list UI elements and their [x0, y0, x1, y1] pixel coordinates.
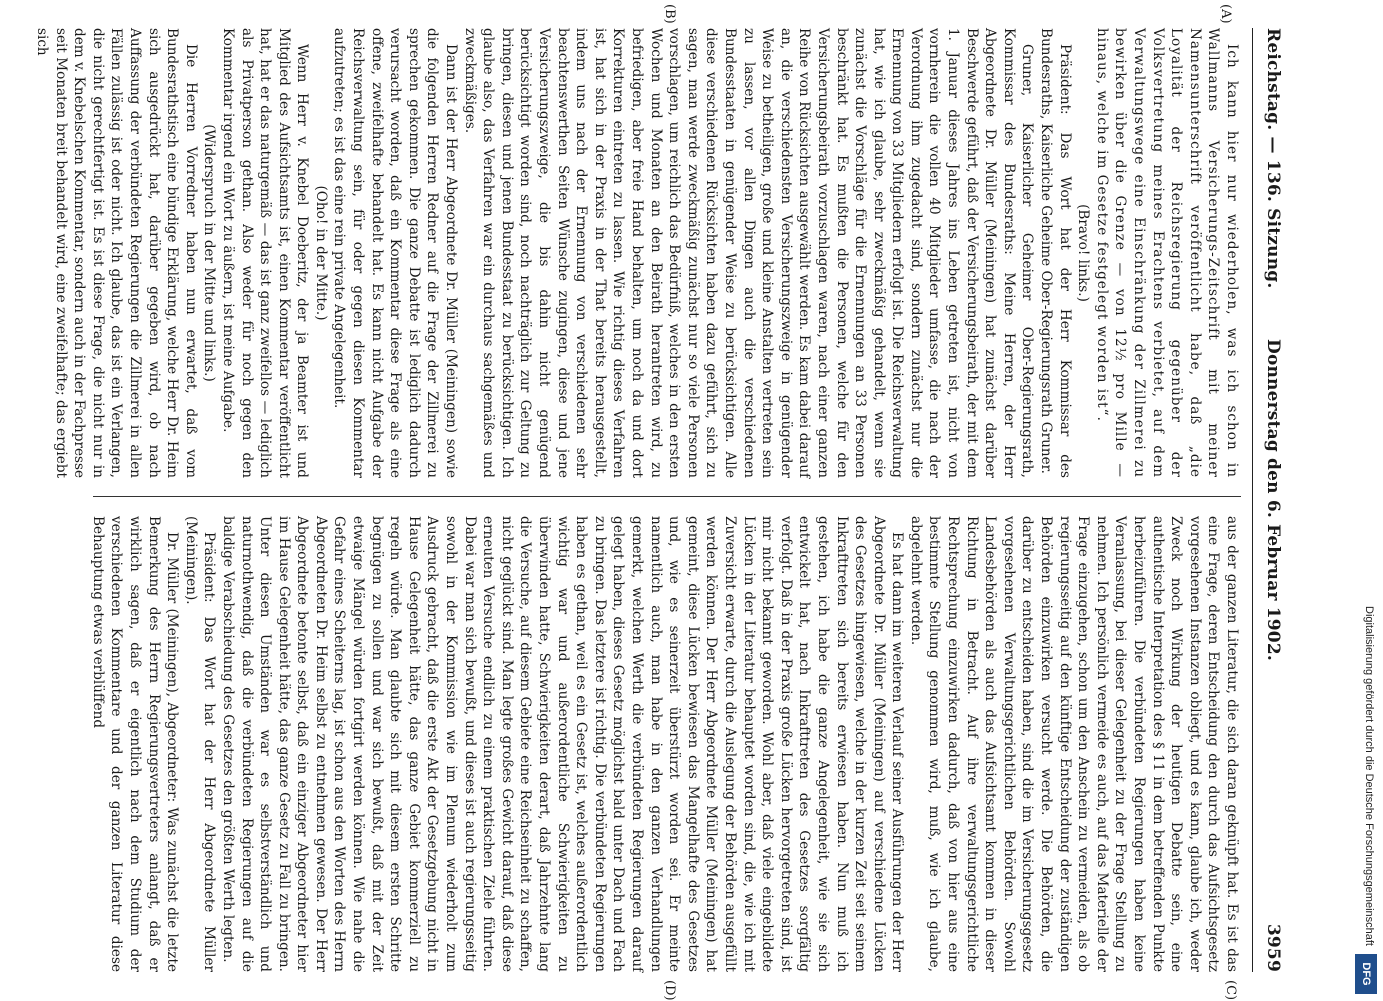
header-date: Donnerstag den 6. Februar 1902.	[1263, 339, 1283, 661]
paragraph: Wenn Herr v. Knebel Doeberitz, der ja Beamter ist und Mitglied des Aufsichtsamts ist, einen Kommentar veröffentlicht hat, hat er das naturgemäß — das ist ganz zweifellos — lediglich als Privatperson gethan. Also weder für noch gegen den Kommentar irgend ein Wort zu äußern, ist meine Aufgabe.	[219, 28, 311, 478]
left-column	[34, 28, 1241, 478]
paragraph: Ich kann hier nur wiederholen, was ich schon in Wallmanns Versicherungs-Zeitschrift mit meiner Namensunterschrift veröffentlicht habe, daß „die Loyalität der Reichsregierung gegenüber der Volksvertretung meines Erachtens verbietet, auf dem Verwaltungswege eine Einschränkung der Zillmerei zu bewirken über die Grenze — von 12½ pro Mille — hinaus, welche im Gesetze festgelegt worden ist“.	[1093, 28, 1240, 478]
paragraph: Gruner, Kaiserlicher Geheimer Ober-Regierungsrath, Kommissar des Bundesraths: Meine Herren, der Herr Abgeordnete Dr. Müller (Meiningen) hat zunächst darüber Beschwerde geführt, daß der Versicherungsbeirath, der mit dem 1. Januar dieses Jahres ins Leben getreten ist, nicht von vornherein die vollen 40 Mitglieder umfasse, die nach der Verordnung ihm zugedacht sind, sondern zunächst nur die Ernennung von 33 Mitgliedern erfolgt ist. Die Reichsverwaltung hat, wie ich glaube, sehr zweckmäßig gehandelt, wenn sie zunächst die Vorschläge für die Ernennungen an 33 Personen beschränkt hat. Es mußten die Personen, welche für den Versicherungsbeirath vorzuschlagen waren, nach einer ganzen Reihe von Rücksichten ausgewählt werden. Es kam dabei darauf an, die verschiedensten Versicherungszweige in genügender Weise zu betheiligen, große und kleine Anstalten vertreten sein zu lassen, vor allen Dingen auch die verschiedenen Bundesstaaten in genügender Weise zu berücksichtigen. Alle diese verschiedenen Rücksichten haben dazu geführt, sich zu sagen, man werde zweckmäßig zunächst nur so viele Personen vorschlagen, um reichlich das Bedürfniß, welches in den ersten Wochen und Monaten an den Beirath herantreten wird, zu befriedigen, aber freie Hand behalten, um noch da und dort Korrekturen eintreten zu lassen. Wie richtig dieses Verfahren ist, hat sich in der Praxis in der That bereits herausgestellt, indem uns nach der Ernennung von verschiedenen sehr beachtenswerthen Seiten Wünsche zugingen, diese und jene Versicherungszweige, die bis dahin nicht genügend berücksichtigt worden sind, noch nachträglich zur Geltung zu bringen, diesen und jenen Bundesstaat zu berücksichtigen. Ich glaube also, das Verfahren war ein durchaus sachgemäßes und zweckmäßiges.	[461, 28, 1036, 478]
paragraph: Es hat dann im weiteren Verlauf seiner Ausführungen der Herr Abgeordnete Dr. Müller (Meiningen) auf verschiedene Lücken des Gesetzes hingewiesen, welche in der kurzen Zeit seit seinem Inkrafttreten sich bereits erwiesen haben. Nun muß ich gestehen, ich habe die ganze Angelegenheit, wie sie sich entwickelt hat, nach Inkrafttreten des Gesetzes sorgfältig verfolgt. Daß in der Praxis große Lücken hervorgetreten sind, ist mir nicht bekannt geworden. Wohl aber, daß viele eingebildete Lücken in der Literatur behauptet worden sind, die, wie ich mit Zuversicht erwarte, durch die Auslegung der Behörden ausgefüllt werden können. Der Herr Abgeordnete Müller (Meiningen) hat gemeint, diese Lücken bewiesen das Mangelhafte des Gesetzes und, wie es seinerzeit überstürzt worden sei. Er meinte namentlich auch, man habe in den ganzen Verhandlungen gemerkt, welchen Werth die verbündeten Regierungen darauf gelegt haben, dieses Gesetz möglichst bald unter Dach und Fach zu bringen. Das letztere ist richtig. Die verbündeten Regierungen haben es gethan, weil es ein Gesetz ist, welches außerordentlich wichtig war und außerordentliche Schwierigkeiten zu überwinden hatte, Schwierigkeiten derart, daß Jahrzehnte lang die Versuche, auf diesem Gebiete eine Reichseinheit zu schaffen, nicht geglückt sind. Man legte großes Gewicht darauf, daß diese erneuten Versuche endlich zu einem praktischen Ziele führten. Dabei war man sich bewußt, und dieses ist auch regierungsseitig sowohl in der Kommission wie im Plenum wiederholt zum Ausdruck gebracht, daß die erste Akt der Gesetzgebung nicht in Hause Gelegenheit hätte, das ganze Gebiet kommerziell zu regeln würde. Man glaubte sich mit diesem ersten Schritte begnügen zu sollen und war sich bewußt, daß mit der Zeit etwaige Mängel würden fortgirt werden können. Wie nahe die Gefahr eines Scheiterns lag, ist schon aus den Worten des Herrn Abgeordneten Dr. Heim selbst zu entnehmen gewesen. Der Herr Abgeordnete betonte selbst, daß ein einziger Abgeordneter hier im Hause Gelegenheit hätte, das ganze Gesetz zu Fall zu bringen. Unter diesen Umständen war es selbstverständlich und naturnothwendig, daß die verbündeten Regierungen auf die baldige Verabschiedung des Gesetzes den größten Werth legten.	[219, 516, 906, 972]
interjection: (Widerspruch in der Mitte und links.)	[201, 124, 218, 382]
paragraph: aus der ganzen Literatur, die sich daran geknüpft hat. Es ist das eine Frage, deren Entscheidung den durch das Aufsichtsgesetz vorgesehenen Instanzen obliegt, und es kann, glaube ich, weder Zweck noch Wirkung der heutigen Debatte sein, eine authentische Interpretation des § 11 in dem betreffenden Punkte herbeizuführen. Die verbündeten Regierungen haben keine Veranlassung, bei dieser Gelegenheit zu der Frage Stellung zu nehmen. Ich persönlich vermeide es auch, auf das Materielle der Frage einzugehen, schon um den Anschein zu vermeiden, als ob regierungsseitig auf den künftige Entscheidung der zuständigen Behörden einzuwirken versucht werde. Die Behörden, die darüber zu entscheiden haben, sind die im Versicherungsgesetz vorgesehenen Verwaltungsgerichtlichen Behörden. Sowohl Landesbehörden als auch das Aufsichtsamt kommen in dieser Richtung in Betracht. Auf ihre verwaltungsgerichtliche Rechtsprechung einzuwirken dadurch, daß von hier aus eine bestimmte Stellung genommen wird, muß, wie ich glaube, abgelehnt werden.	[907, 516, 1240, 972]
margin-marker-c: (C)	[1223, 980, 1238, 1001]
page-number: 3959	[1263, 923, 1283, 972]
digitization-sidebar	[1303, 0, 1383, 1000]
column-rule	[93, 496, 1241, 497]
header-session: Reichstag. — 136. Sitzung.	[1263, 28, 1283, 289]
paragraph: Die Herren Vorredner haben nun erwartet, daß vom Bundesrathstisch eine bündige Erklärung, welche Herr Dr. Heim sich ausgedrückt hat, darüber gegeben wird, ob nach Auffassung der verbündeten Regierungen die Zillmerei in allen Fällen zulässig ist oder nicht. Ich glaube, das ist ein Verlangen, die nicht gerechtfertigt ist. Es ist diese Frage, die nicht nur in dem v. Knebelschen Kommentar, sondern auch in der Fachpresse seit Monaten breit behandelt wird, eine zweifelhafte; das ergiebt sich	[34, 28, 199, 478]
paragraph: Präsident: Das Wort hat der Herr Abgeordnete Müller (Meiningen).	[182, 516, 218, 972]
margin-marker-b: (B)	[662, 4, 677, 24]
margin-marker-a: (A)	[1218, 4, 1233, 24]
digitization-note: Digitalisierung gefördert durch die Deutsche Forschungsgemeinschaft	[1363, 606, 1375, 946]
paragraph: Dann ist der Herr Abgeordnete Dr. Müller (Meiningen) sowie die folgenden Herren Redner auf die Frage der Zillmerei zu sprechen gekommen. Die ganze Debatte ist lediglich dadurch verursacht worden, daß ein Kommentar diese Frage als eine offene, zweifelhafte behandelt hat. Es kann nicht Aufgabe der Reichsverwaltung sein, für oder gegen diesen Kommentar aufzutreten; es ist das eine rein private Angelegenheit.	[331, 28, 460, 478]
interjection: (Oho! in der Mitte.)	[312, 185, 329, 321]
running-header	[1252, 28, 1293, 972]
interjection: (Bravo! links.)	[1075, 204, 1092, 302]
margin-marker-d: (D)	[662, 980, 677, 1001]
dfg-logo: DFG	[1355, 954, 1377, 994]
paragraph: Dr. Müller (Meiningen), Abgeordneter: Was zunächst die letzte Bemerkung des Herrn Regierungsvertreters anlangt, daß er wirklich sagen, daß er eigentlich nach dem Studium der verschiedenen Kommentare und der ganzen Literatur diese Behauptung etwas verblüffend	[89, 516, 181, 972]
paragraph: Präsident: Das Wort hat der Herr Kommissar des Bundesraths, Kaiserliche Geheime Ober-Regierungsrath Gruner.	[1038, 28, 1073, 478]
right-column	[89, 516, 1241, 972]
